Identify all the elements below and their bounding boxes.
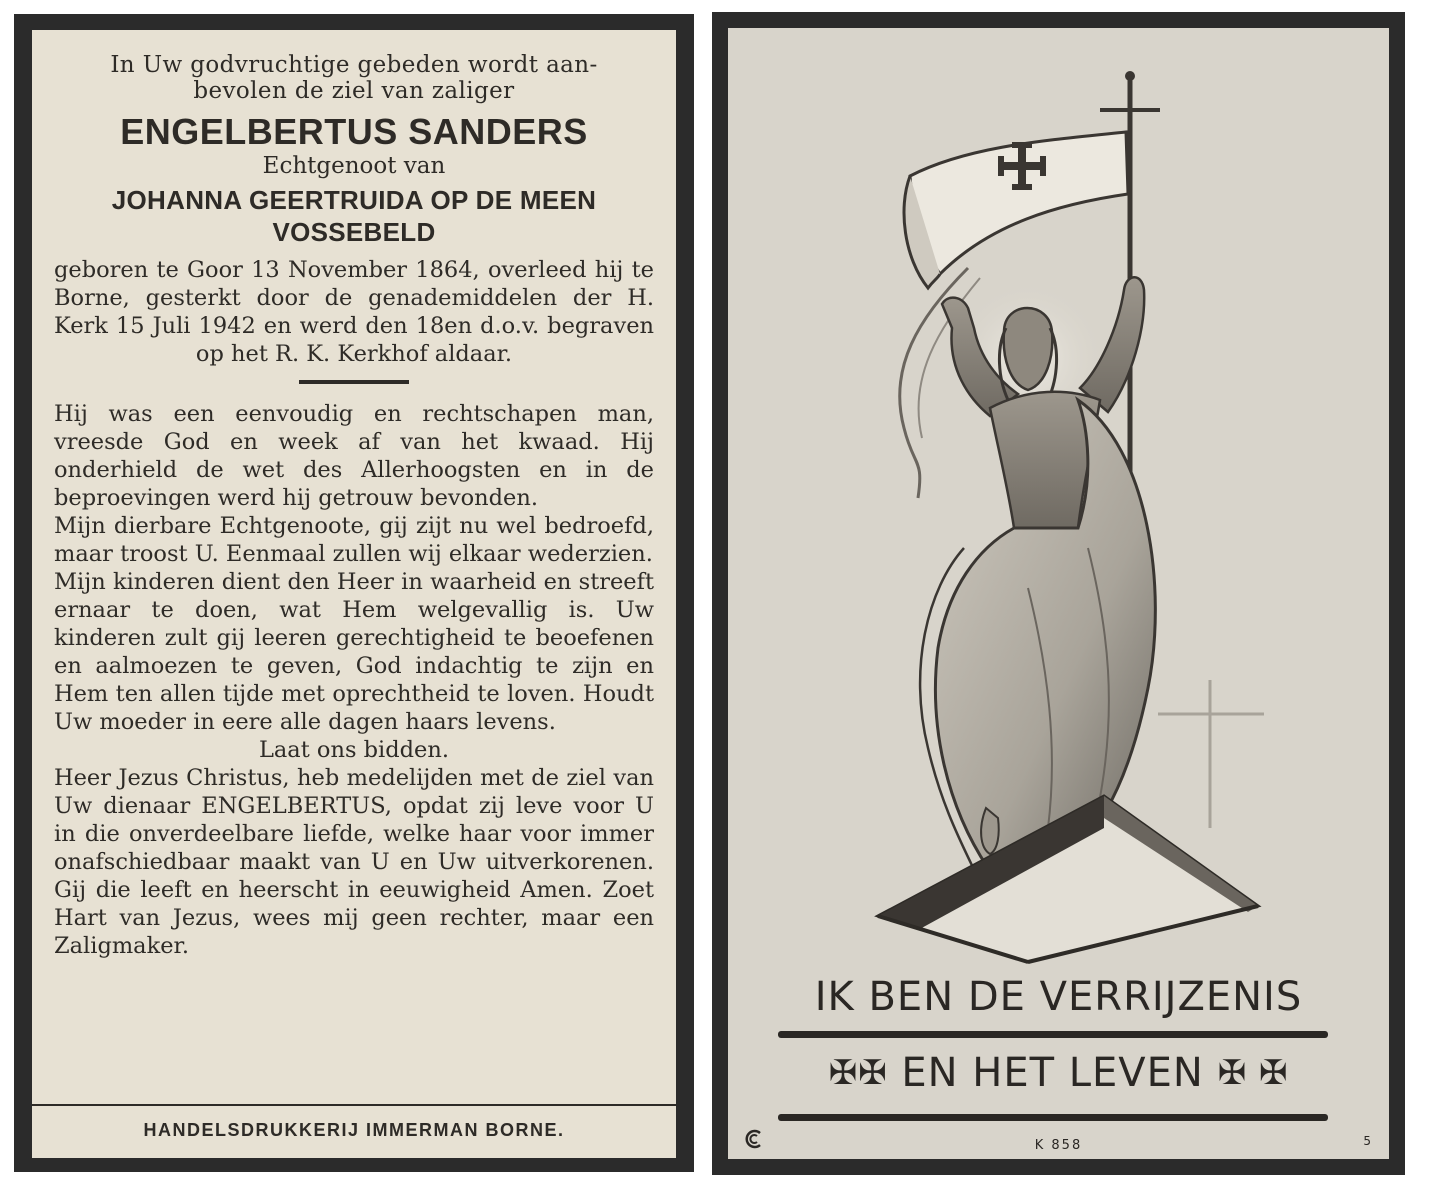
- devotional-image-panel: [728, 28, 1389, 1159]
- prayer-text: Heer Jezus Christus, heb medelijden met de ziel van Uw dienaar ENGELBERTUS, opdat zij leve voor U in die onverdeelbare liefde, welke haar voor immer onafschiedbaar maakt van U en Uw uitverkorenen. Gij die leeft en heerscht in eeuwigheid Amen. Zoet Hart van Jezus, wees mij geen rechter, maar een Zaligmaker.: [54, 765, 654, 959]
- memorial-text-card: [14, 14, 694, 1172]
- motto-rule-bottom: [778, 1114, 1328, 1121]
- cross-ornament-left-icon: ✠✠: [828, 1053, 888, 1093]
- spouse-name-line-1: JOHANNA GEERTRUIDA OP DE MEEN: [111, 185, 597, 215]
- tomb-slab-icon: [878, 796, 1258, 962]
- spouse-name: [54, 184, 654, 248]
- motto-line-2: [728, 1050, 1389, 1096]
- lead-line-2: bevolen de ziel van zaliger: [193, 78, 515, 104]
- devotional-image-card: [712, 12, 1405, 1175]
- divider-rule: [299, 380, 409, 384]
- body-text: [54, 400, 654, 960]
- prayer-title: Laat ons bidden.: [258, 737, 450, 763]
- paragraph-spouse: Mijn dierbare Echtgenoote, gij zijt nu wel bedroefd, maar troost U. Eenmaal zullen wij elkaar wederzien.: [54, 513, 654, 567]
- paragraph-children: Mijn kinderen dient den Heer in waarheid en streeft ernaar te doen, wat Hem welgevallig is. Uw kinderen zult gij leeren gerechtigheid te beoefenen en aalmoezen te geven, God indachtig te zijn en Hem ten allen tijde met oprechtheid te loven. Houdt Uw moeder in eere alle dagen haars levens.: [54, 569, 654, 735]
- spouse-name-line-2: VOSSEBELD: [272, 217, 436, 247]
- cross-ornament-right-icon: ✠ ✠: [1217, 1053, 1289, 1093]
- lead-line-1: In Uw godvruchtige gebeden wordt aan-: [110, 52, 598, 78]
- paragraph-character: Hij was een eenvoudig en rechtschapen man, vreesde God en week af van het kwaad. Hij onderhield de wet des Allerhoogsten en in de beproevingen werd hij getrouw bevonden.: [54, 401, 654, 511]
- card-code: K 858: [1034, 1138, 1083, 1153]
- background-cross-icon: [1158, 680, 1264, 828]
- spouse-intro: Echtgenoot van: [262, 153, 446, 179]
- biography: geboren te Goor 13 November 1864, overleed hij te Borne, gesterkt door de genademiddelen der H. Kerk 15 Juli 1942 en werd den 18en d.o.v. begraven op het R. K. Kerkhof aldaar.: [54, 257, 654, 367]
- deceased-name: ENGELBERTUS SANDERS: [120, 111, 588, 152]
- printer-imprint: HANDELSDRUKKERIJ IMMERMAN BORNE.: [32, 1104, 676, 1158]
- motto-line-2-text: EN HET LEVEN: [901, 1050, 1204, 1096]
- lead-text: [54, 52, 654, 104]
- motto-rule-top: [778, 1031, 1328, 1038]
- memorial-text-panel: [32, 30, 676, 1158]
- card-number: 5: [1363, 1134, 1371, 1148]
- motto-line-1: IK BEN DE VERRIJZENIS: [814, 974, 1303, 1020]
